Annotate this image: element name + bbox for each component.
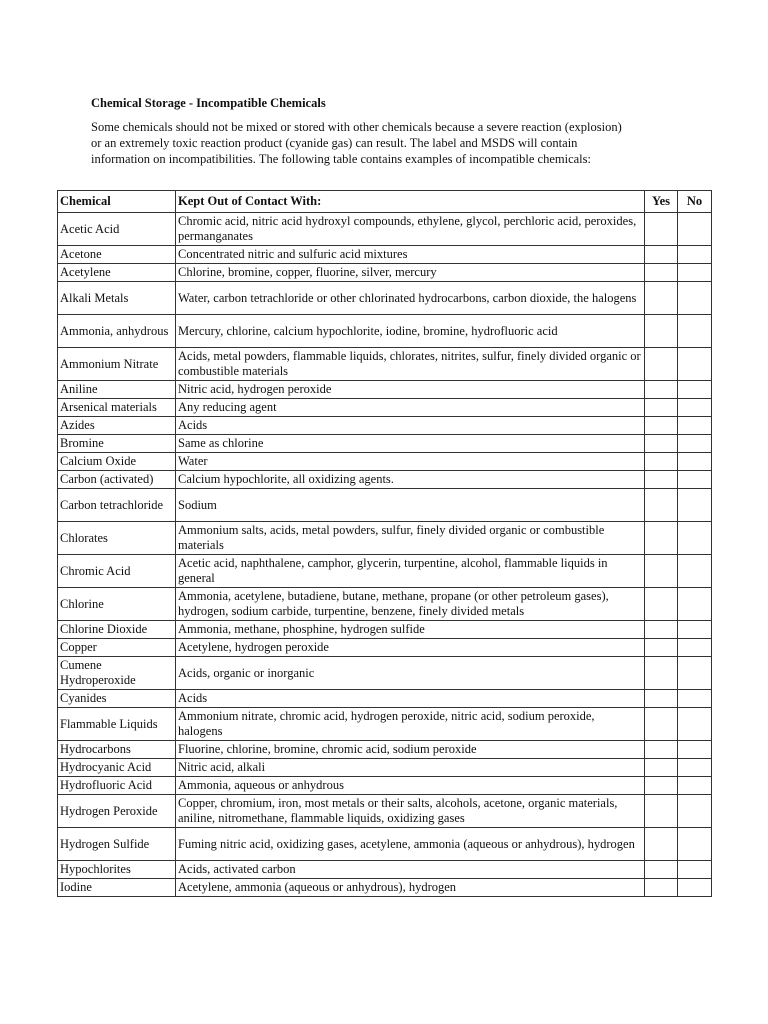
no-checkbox-cell[interactable] [678,690,712,708]
table-row [58,453,712,471]
incompatible-chemicals-table [57,190,712,897]
no-checkbox-cell[interactable] [678,759,712,777]
chemical-cell: Ammonium Nitrate [58,348,176,381]
table-header-row [58,191,712,213]
table-row [58,657,712,690]
chemical-cell: Azides [58,417,176,435]
table-row [58,621,712,639]
chemical-cell: Carbon tetrachloride [58,489,176,522]
no-checkbox-cell[interactable] [678,777,712,795]
contact-cell: Acids, metal powders, flammable liquids, chlorates, nitrites, sulfur, finely divided organic or combustible materials [176,348,645,381]
yes-checkbox-cell[interactable] [645,315,678,348]
table-row [58,348,712,381]
contact-cell: Fluorine, chlorine, bromine, chromic acid, sodium peroxide [176,741,645,759]
table-row [58,246,712,264]
table-row [58,639,712,657]
table-row [58,861,712,879]
no-checkbox-cell[interactable] [678,471,712,489]
yes-checkbox-cell[interactable] [645,621,678,639]
contact-cell: Acids, organic or inorganic [176,657,645,690]
chemical-cell: Acetone [58,246,176,264]
contact-cell: Acetylene, hydrogen peroxide [176,639,645,657]
contact-cell: Ammonium nitrate, chromic acid, hydrogen peroxide, nitric acid, sodium peroxide, halogens [176,708,645,741]
chemical-cell: Aniline [58,381,176,399]
contact-cell: Chlorine, bromine, copper, fluorine, silver, mercury [176,264,645,282]
chemical-cell: Acetylene [58,264,176,282]
chemical-cell: Chlorine Dioxide [58,621,176,639]
chemical-cell: Chlorine [58,588,176,621]
contact-cell: Calcium hypochlorite, all oxidizing agents. [176,471,645,489]
chemical-cell: Hydrocyanic Acid [58,759,176,777]
column-header-contact: Kept Out of Contact With: [176,191,645,213]
chemical-cell: Cumene Hydroperoxide [58,657,176,690]
chemical-cell: Cyanides [58,690,176,708]
yes-checkbox-cell[interactable] [645,381,678,399]
chemical-cell: Ammonia, anhydrous [58,315,176,348]
yes-checkbox-cell[interactable] [645,708,678,741]
table-row [58,879,712,897]
contact-cell: Acids [176,417,645,435]
contact-cell: Copper, chromium, iron, most metals or their salts, alcohols, acetone, organic materials, aniline, nitromethane, flammable liquids, oxidizing gases [176,795,645,828]
contact-cell: Ammonia, aqueous or anhydrous [176,777,645,795]
contact-cell: Ammonia, acetylene, butadiene, butane, methane, propane (or other petroleum gases), hydrogen, sodium carbide, turpentine, benzene, finely divided metals [176,588,645,621]
no-checkbox-cell[interactable] [678,639,712,657]
contact-cell: Any reducing agent [176,399,645,417]
column-header-yes: Yes [645,191,678,213]
contact-cell: Sodium [176,489,645,522]
page-title: Chemical Storage - Incompatible Chemicals [91,96,326,110]
contact-cell: Fuming nitric acid, oxidizing gases, acetylene, ammonia (aqueous or anhydrous), hydrogen [176,828,645,861]
yes-checkbox-cell[interactable] [645,213,678,246]
no-checkbox-cell[interactable] [678,741,712,759]
chemical-cell: Carbon (activated) [58,471,176,489]
no-checkbox-cell[interactable] [678,381,712,399]
no-checkbox-cell[interactable] [678,555,712,588]
table-row [58,213,712,246]
chemical-cell: Chromic Acid [58,555,176,588]
contact-cell: Nitric acid, alkali [176,759,645,777]
table-row [58,522,712,555]
yes-checkbox-cell[interactable] [645,777,678,795]
contact-cell: Water, carbon tetrachloride or other chlorinated hydrocarbons, carbon dioxide, the halogens [176,282,645,315]
chemical-cell: Arsenical materials [58,399,176,417]
table-row [58,471,712,489]
chemical-cell: Hydrogen Sulfide [58,828,176,861]
chemical-cell: Iodine [58,879,176,897]
chemical-cell: Copper [58,639,176,657]
table-row [58,315,712,348]
contact-cell: Nitric acid, hydrogen peroxide [176,381,645,399]
no-checkbox-cell[interactable] [678,828,712,861]
no-checkbox-cell[interactable] [678,861,712,879]
yes-checkbox-cell[interactable] [645,690,678,708]
table-row [58,708,712,741]
table-row [58,264,712,282]
chemical-cell: Hydrogen Peroxide [58,795,176,828]
table-row [58,381,712,399]
table-row [58,435,712,453]
yes-checkbox-cell[interactable] [645,828,678,861]
yes-checkbox-cell[interactable] [645,657,678,690]
no-checkbox-cell[interactable] [678,282,712,315]
no-checkbox-cell[interactable] [678,213,712,246]
table-row [58,828,712,861]
table-row [58,282,712,315]
yes-checkbox-cell[interactable] [645,741,678,759]
chemical-cell: Acetic Acid [58,213,176,246]
contact-cell: Acetic acid, naphthalene, camphor, glycerin, turpentine, alcohol, flammable liquids in general [176,555,645,588]
chemical-cell: Hypochlorites [58,861,176,879]
yes-checkbox-cell[interactable] [645,489,678,522]
chemical-cell: Hydrocarbons [58,741,176,759]
yes-checkbox-cell[interactable] [645,522,678,555]
no-checkbox-cell[interactable] [678,246,712,264]
yes-checkbox-cell[interactable] [645,246,678,264]
no-checkbox-cell[interactable] [678,264,712,282]
no-checkbox-cell[interactable] [678,657,712,690]
intro-paragraph: Some chemicals should not be mixed or stored with other chemicals because a severe reaction (explosion) or an extremely toxic reaction product (cyanide gas) can result. The label and MSDS will contain information on incompatibilities. The following table contains examples of incompatible chemicals: [91,120,622,166]
table-row [58,795,712,828]
yes-checkbox-cell[interactable] [645,759,678,777]
no-checkbox-cell[interactable] [678,453,712,471]
table-row [58,759,712,777]
contact-cell: Ammonium salts, acids, metal powders, sulfur, finely divided organic or combustible materials [176,522,645,555]
no-checkbox-cell[interactable] [678,399,712,417]
table-row [58,489,712,522]
table-row [58,588,712,621]
table-row [58,690,712,708]
no-checkbox-cell[interactable] [678,522,712,555]
yes-checkbox-cell[interactable] [645,879,678,897]
yes-checkbox-cell[interactable] [645,453,678,471]
no-checkbox-cell[interactable] [678,417,712,435]
no-checkbox-cell[interactable] [678,708,712,741]
yes-checkbox-cell[interactable] [645,639,678,657]
table-row [58,399,712,417]
table-row [58,417,712,435]
yes-checkbox-cell[interactable] [645,795,678,828]
contact-cell: Same as chlorine [176,435,645,453]
contact-cell: Acetylene, ammonia (aqueous or anhydrous), hydrogen [176,879,645,897]
contact-cell: Concentrated nitric and sulfuric acid mixtures [176,246,645,264]
yes-checkbox-cell[interactable] [645,861,678,879]
no-checkbox-cell[interactable] [678,588,712,621]
yes-checkbox-cell[interactable] [645,348,678,381]
no-checkbox-cell[interactable] [678,348,712,381]
column-header-chemical: Chemical [58,191,176,213]
yes-checkbox-cell[interactable] [645,555,678,588]
no-checkbox-cell[interactable] [678,621,712,639]
contact-cell: Acids [176,690,645,708]
yes-checkbox-cell[interactable] [645,435,678,453]
contact-cell: Ammonia, methane, phosphine, hydrogen sulfide [176,621,645,639]
chemical-cell: Chlorates [58,522,176,555]
chemical-cell: Flammable Liquids [58,708,176,741]
no-checkbox-cell[interactable] [678,315,712,348]
no-checkbox-cell[interactable] [678,489,712,522]
yes-checkbox-cell[interactable] [645,264,678,282]
chemical-cell: Hydrofluoric Acid [58,777,176,795]
contact-cell: Mercury, chlorine, calcium hypochlorite, iodine, bromine, hydrofluoric acid [176,315,645,348]
chemical-cell: Bromine [58,435,176,453]
yes-checkbox-cell[interactable] [645,417,678,435]
table-row [58,777,712,795]
yes-checkbox-cell[interactable] [645,282,678,315]
yes-checkbox-cell[interactable] [645,588,678,621]
contact-cell: Acids, activated carbon [176,861,645,879]
no-checkbox-cell[interactable] [678,435,712,453]
yes-checkbox-cell[interactable] [645,471,678,489]
column-header-no: No [678,191,712,213]
yes-checkbox-cell[interactable] [645,399,678,417]
table-row [58,555,712,588]
no-checkbox-cell[interactable] [678,795,712,828]
contact-cell: Chromic acid, nitric acid hydroxyl compounds, ethylene, glycol, perchloric acid, peroxides, permanganates [176,213,645,246]
chemical-cell: Calcium Oxide [58,453,176,471]
chemical-cell: Alkali Metals [58,282,176,315]
no-checkbox-cell[interactable] [678,879,712,897]
table-row [58,741,712,759]
contact-cell: Water [176,453,645,471]
